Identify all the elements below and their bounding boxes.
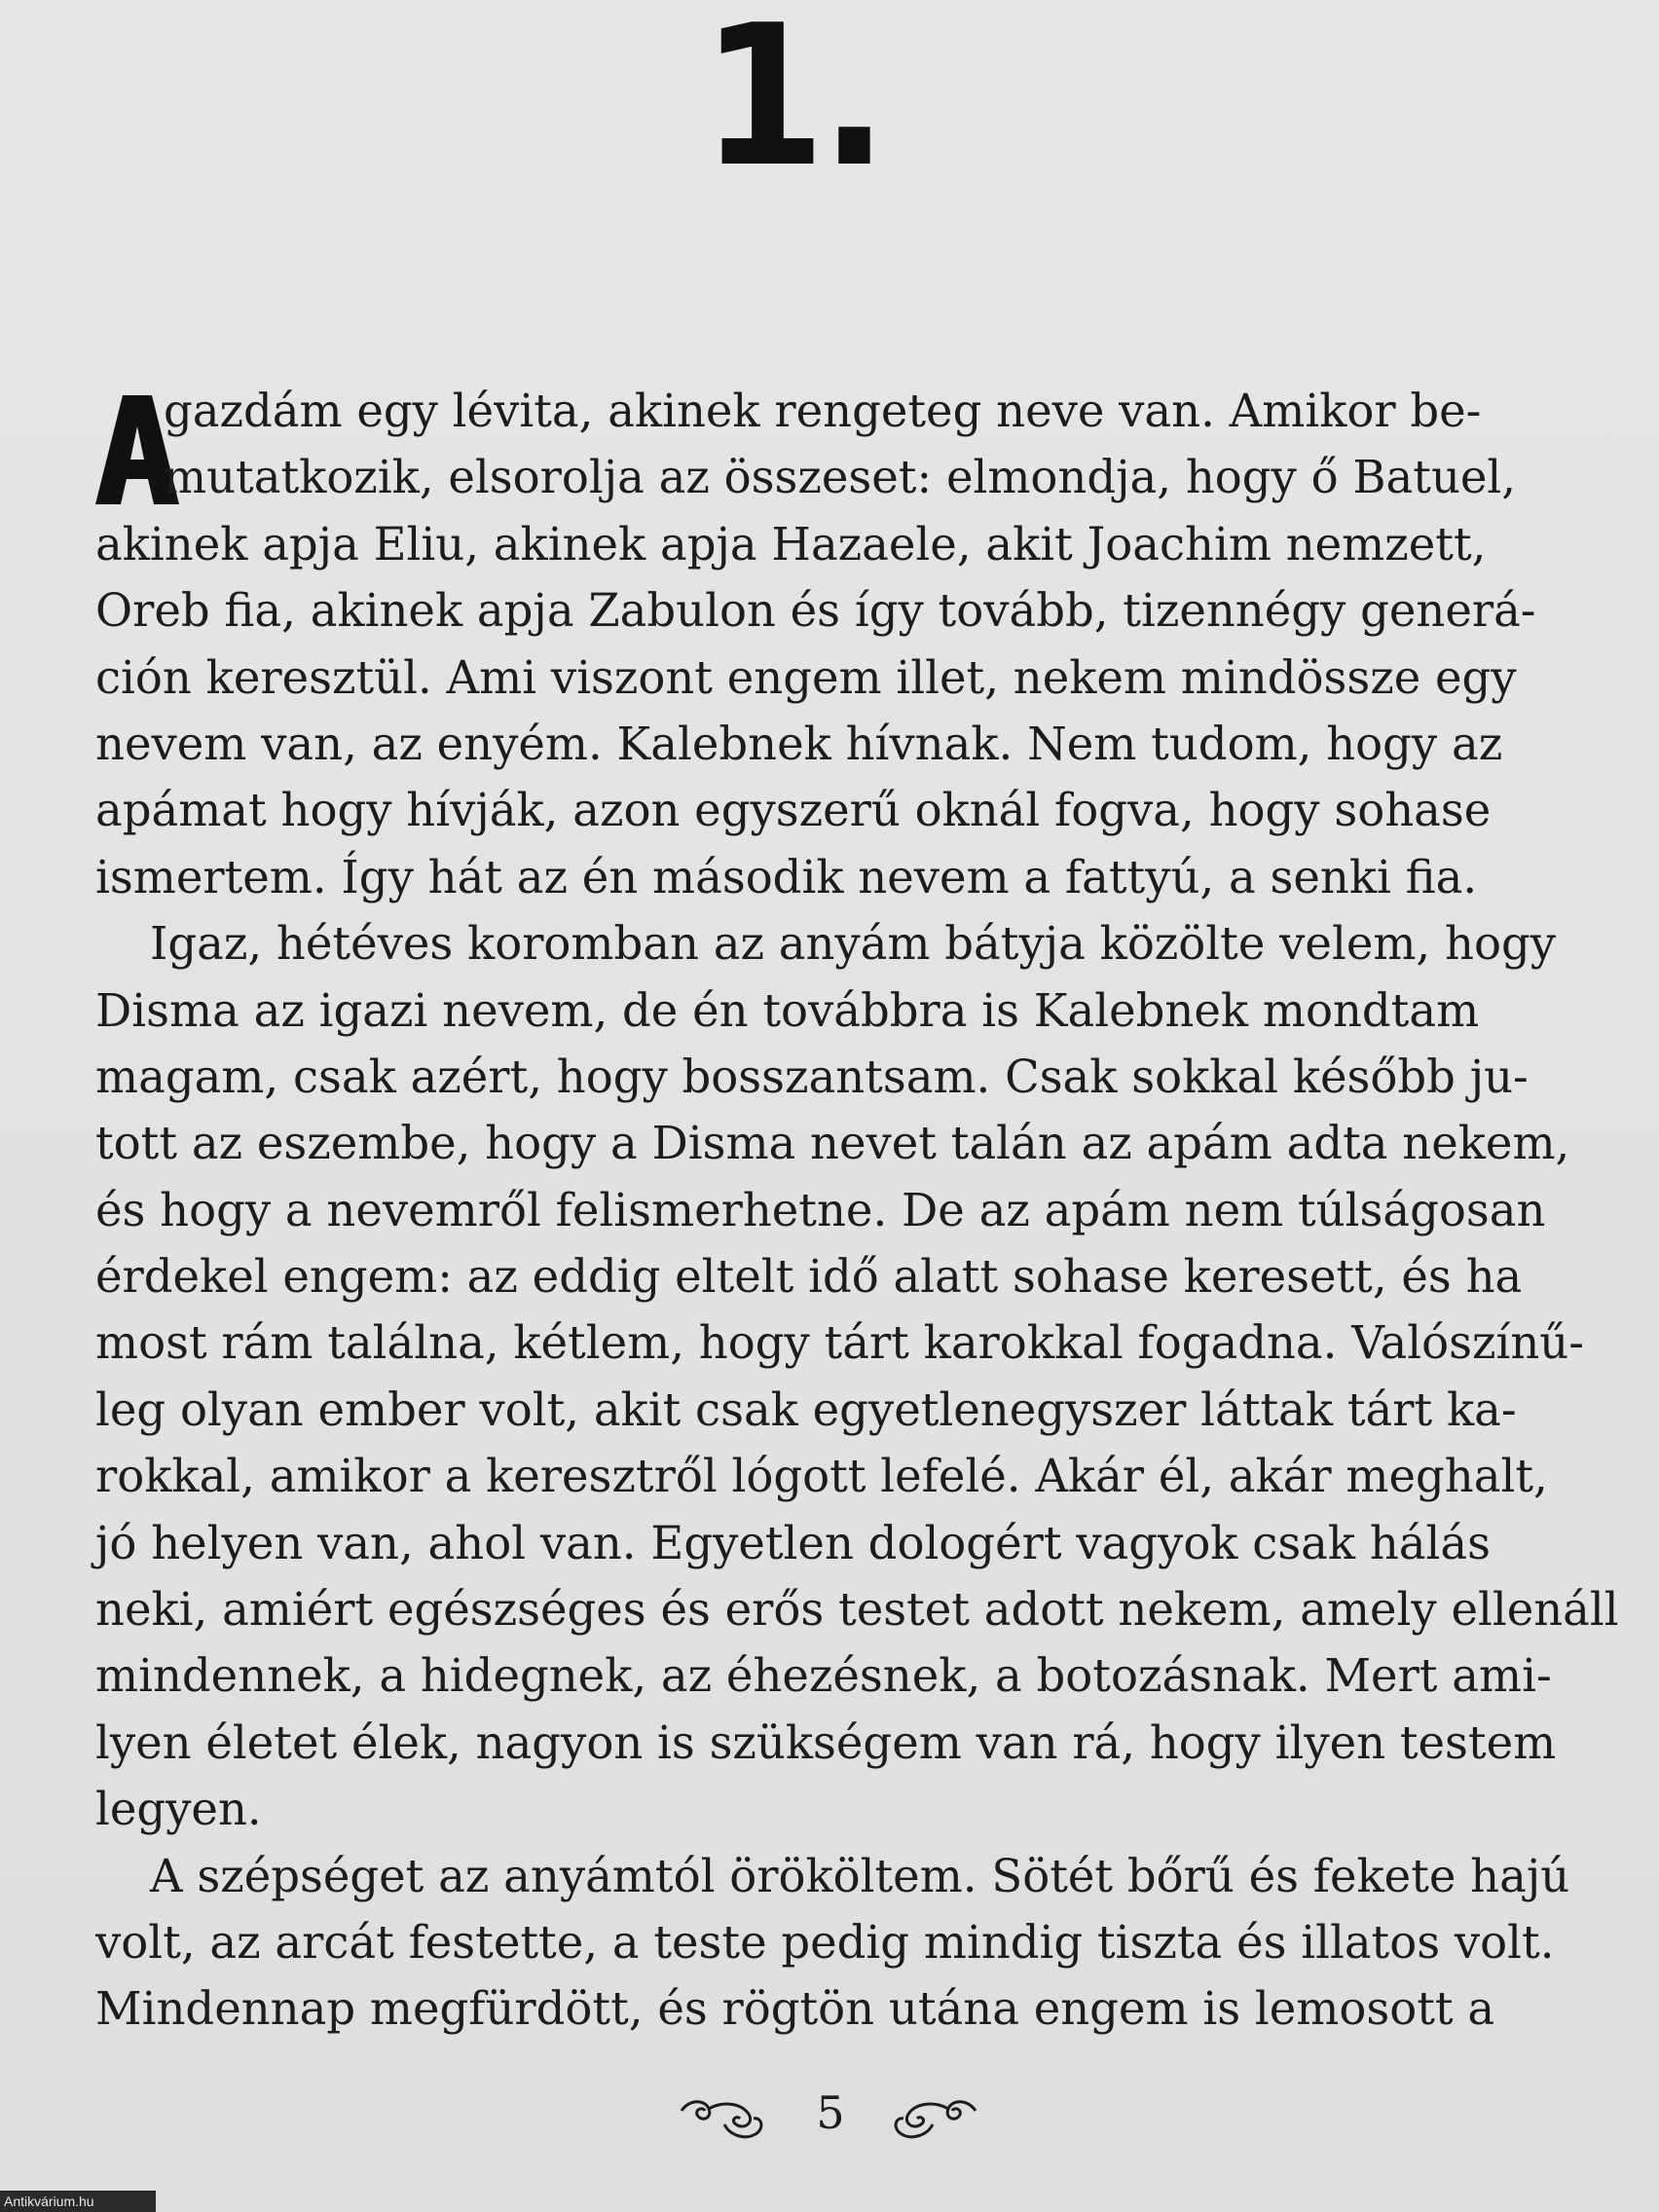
body-text (95, 378, 1619, 2043)
text-line: mindennek, a hidegnek, az éhezésnek, a botozásnak. Mert ami- (95, 1649, 1552, 1703)
text-line: akinek apja Eliu, akinek apja Hazaele, akit Joachim nemzett, (95, 517, 1487, 571)
text-line: apámat hogy hívják, azon egyszerű oknál fogva, hogy sohase (95, 784, 1492, 837)
text-line: és hogy a nevemről felismerhetne. De az apám nem túlságosan (95, 1183, 1546, 1236)
text-line: magam, csak azért, hogy bosszantsam. Csak sokkal később ju- (95, 1050, 1529, 1103)
text-line: tott az eszembe, hogy a Disma nevet talán az apám adta nekem, (95, 1117, 1570, 1170)
text-line: nevem van, az enyém. Kalebnek hívnak. Nem tudom, hogy az (95, 717, 1503, 770)
text-line: ismertem. Így hát az én második nevem a fattyú, a senki fia. (95, 850, 1478, 903)
paragraph (95, 378, 1536, 910)
watermark-label: Antikvárium.hu (0, 2191, 156, 2212)
chapter-number: 1. (701, 0, 883, 210)
paragraph (95, 1843, 1570, 2043)
right-flourish-icon (865, 2082, 981, 2146)
text-line: ción keresztül. Ami viszont engem illet, nekem mindössze egy (95, 650, 1517, 704)
text-line: Igaz, hétéves koromban az anyám bátyja közölte velem, hogy (150, 917, 1556, 971)
text-line: neki, amiért egészséges és erős testet adott nekem, amely ellenáll (95, 1583, 1619, 1637)
text-line: gazdám egy lévita, akinek rengeteg neve van. Amikor be- (164, 385, 1482, 437)
text-line: A szépséget az anyámtól örököltem. Sötét bőrű és fekete hajú (150, 1849, 1570, 1902)
text-line: rokkal, amikor a keresztről lógott lefelé. Akár él, akár meghalt, (95, 1450, 1548, 1503)
page-folio (672, 2082, 989, 2146)
text-line: Mindennap megfürdött, és rögtön utána engem is lemosott a (95, 1982, 1495, 2036)
paragraph (95, 910, 1619, 1842)
text-line: most rám találna, kétlem, hogy tárt karokkal fogadna. Valószínű- (95, 1316, 1584, 1370)
text-line: legyen. (95, 1783, 262, 1836)
text-line: volt, az arcát festette, a teste pedig mindig tiszta és illatos volt. (95, 1915, 1555, 1969)
text-line: Oreb fia, akinek apja Zabulon és így tovább, tizennégy generá- (95, 584, 1536, 638)
left-flourish-icon (676, 2082, 793, 2146)
page-number: 5 (816, 2086, 845, 2139)
text-line: mutatkozik, elsorolja az összeset: elmondja, hogy ő Batuel, (164, 451, 1517, 504)
text-line: leg olyan ember volt, akit csak egyetlenegyszer láttak tárt ka- (95, 1382, 1517, 1436)
text-line: lyen életet élek, nagyon is szükségem van rá, hogy ilyen testem (95, 1715, 1557, 1769)
text-line: érdekel engem: az eddig eltelt idő alatt sohase keresett, és ha (95, 1250, 1523, 1304)
text-line: jó helyen van, ahol van. Egyetlen dologért vagyok csak hálás (95, 1516, 1491, 1569)
text-line: Disma az igazi nevem, de én továbbra is Kalebnek mondtam (95, 983, 1480, 1037)
